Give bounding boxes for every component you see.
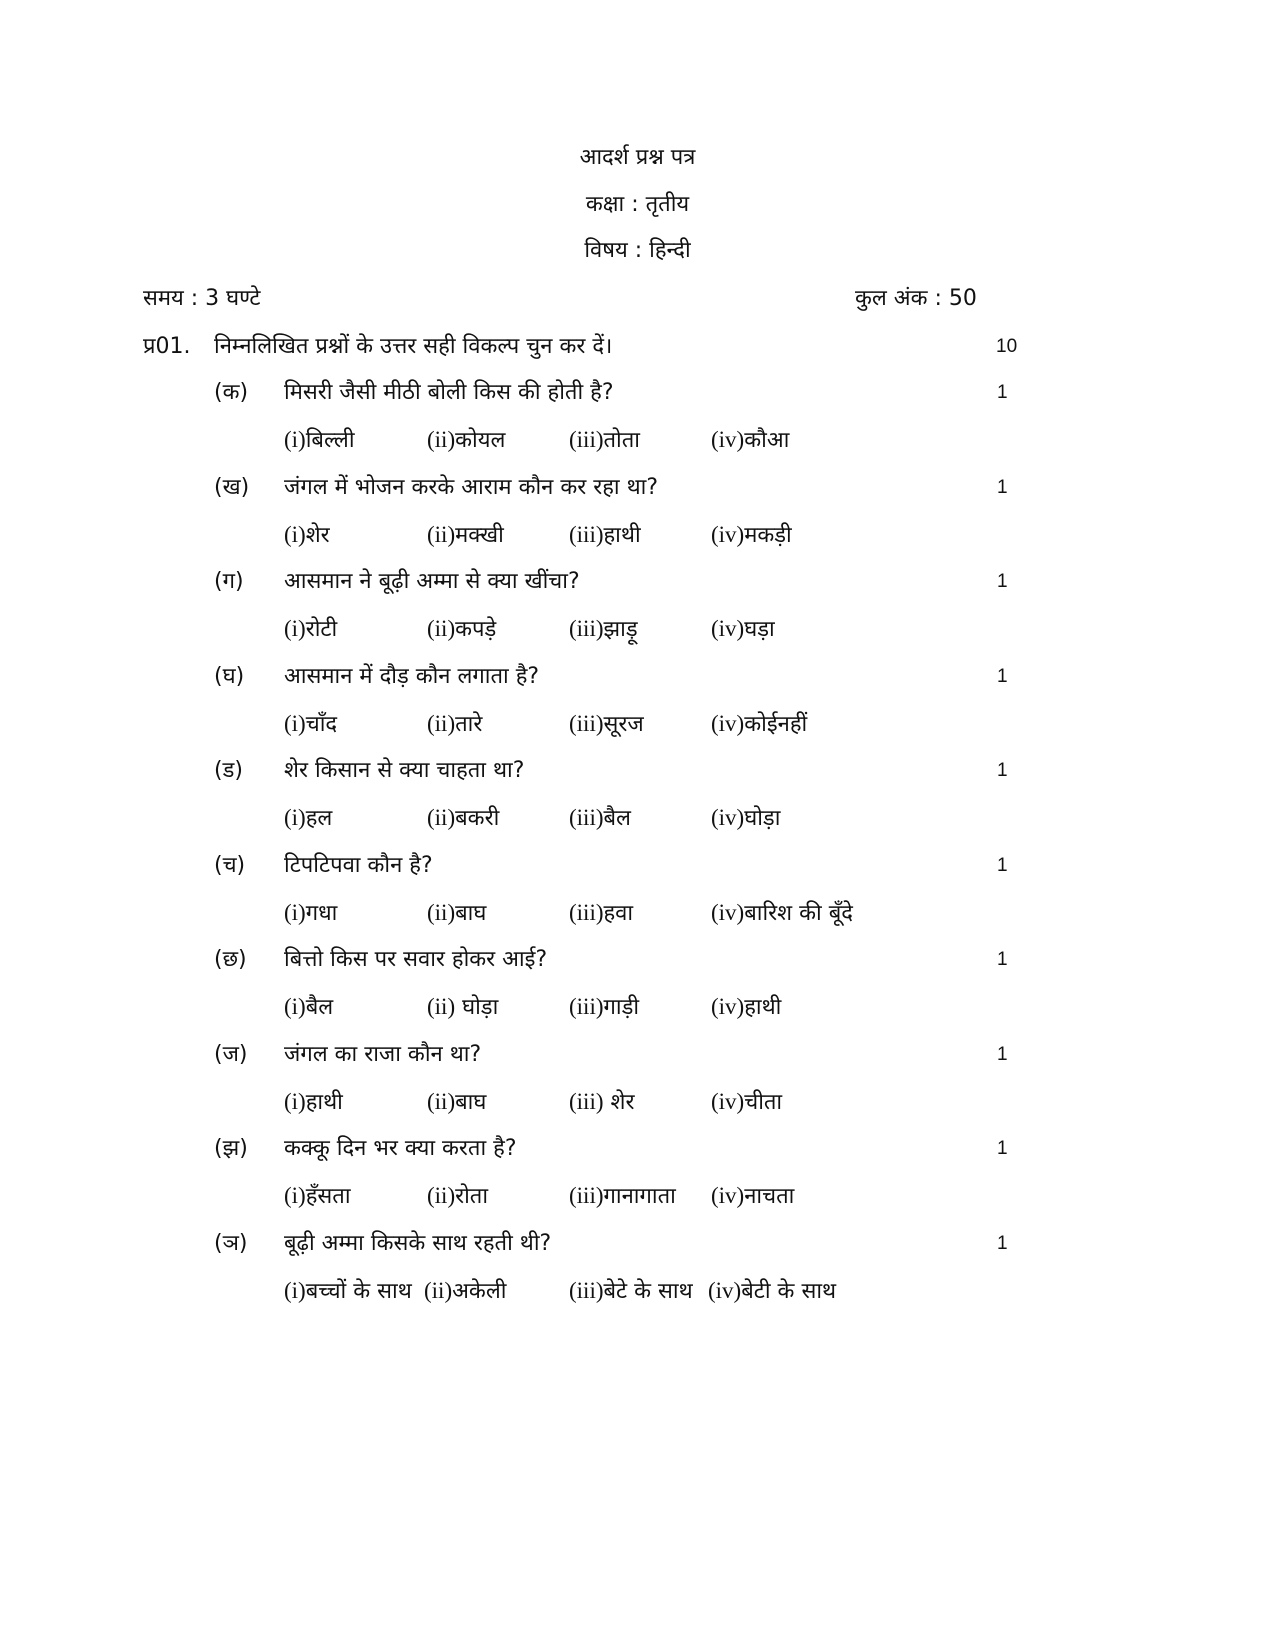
question-text: मिसरी जैसी मीठी बोली किस की होती है? bbox=[284, 380, 614, 405]
option-number: (i) bbox=[284, 1183, 306, 1208]
option-number: (i) bbox=[284, 427, 306, 452]
option-text: शेर bbox=[603, 1090, 635, 1115]
option-text: चाँद bbox=[305, 712, 338, 737]
time-label: समय : 3 घण्टे bbox=[143, 286, 261, 311]
option-4 bbox=[711, 1181, 794, 1212]
option-2 bbox=[427, 803, 499, 834]
option-text: घोड़ा bbox=[455, 995, 499, 1020]
option-text: बैल bbox=[305, 995, 334, 1020]
option-number: (i) bbox=[284, 711, 306, 736]
subject-line: विषय : हिन्दी bbox=[584, 238, 691, 263]
option-number: (iv) bbox=[711, 711, 745, 736]
option-number: (i) bbox=[284, 1278, 306, 1303]
option-1 bbox=[284, 898, 337, 929]
option-text: बच्चों के साथ bbox=[305, 1279, 412, 1304]
option-number: (ii) bbox=[427, 616, 456, 641]
option-4 bbox=[711, 1087, 782, 1118]
option-4 bbox=[711, 898, 853, 929]
option-number: (iii) bbox=[569, 900, 604, 925]
option-text: गाड़ी bbox=[603, 995, 640, 1020]
question-marks: 1 bbox=[997, 1138, 1008, 1159]
option-3 bbox=[569, 709, 644, 740]
option-text: रोता bbox=[455, 1184, 489, 1209]
option-4 bbox=[711, 803, 780, 834]
option-1 bbox=[284, 1181, 351, 1212]
option-number: (iv) bbox=[711, 994, 745, 1019]
option-number: (ii) bbox=[427, 900, 456, 925]
option-number: (iv) bbox=[711, 900, 745, 925]
question-label: (ज) bbox=[214, 1042, 248, 1067]
option-3 bbox=[569, 425, 640, 456]
question-label: (ख) bbox=[214, 475, 250, 500]
option-text: बकरी bbox=[455, 806, 500, 831]
option-number: (iii) bbox=[569, 994, 604, 1019]
option-4 bbox=[711, 992, 781, 1023]
question-text: जंगल का राजा कौन था? bbox=[284, 1042, 482, 1067]
option-number: (ii) bbox=[427, 522, 456, 547]
option-4 bbox=[711, 425, 789, 456]
option-number: (i) bbox=[284, 805, 306, 830]
option-number: (iii) bbox=[569, 711, 604, 736]
option-3 bbox=[569, 898, 633, 929]
question-label: (छ) bbox=[214, 947, 247, 972]
option-3 bbox=[569, 803, 631, 834]
total-marks-label: कुल अंक : 50 bbox=[855, 286, 977, 311]
option-1 bbox=[284, 709, 337, 740]
question-marks: 1 bbox=[997, 949, 1008, 970]
question-text: कक्कू दिन भर क्या करता है? bbox=[284, 1136, 517, 1161]
option-3 bbox=[569, 1181, 676, 1212]
option-number: (iii) bbox=[569, 1183, 604, 1208]
option-text: हाथी bbox=[305, 1090, 343, 1115]
question-label: (च) bbox=[214, 853, 246, 878]
option-number: (i) bbox=[284, 900, 306, 925]
option-4 bbox=[711, 709, 807, 740]
option-number: (i) bbox=[284, 522, 306, 547]
option-number: (iv) bbox=[711, 616, 745, 641]
option-number: (iv) bbox=[708, 1278, 742, 1303]
option-text: हवा bbox=[603, 901, 634, 926]
question-marks: 1 bbox=[997, 382, 1008, 403]
section-marks: 10 bbox=[996, 336, 1018, 357]
option-1 bbox=[284, 992, 333, 1023]
option-3 bbox=[569, 520, 641, 551]
option-1 bbox=[284, 425, 355, 456]
question-marks: 1 bbox=[997, 760, 1008, 781]
option-1 bbox=[284, 520, 330, 551]
option-text: बारिश की बूँदे bbox=[744, 901, 853, 926]
option-number: (iii) bbox=[569, 1278, 604, 1303]
option-number: (ii) bbox=[427, 427, 456, 452]
option-text: बेटे के साथ bbox=[603, 1279, 693, 1304]
option-1 bbox=[284, 1087, 343, 1118]
option-text: घड़ा bbox=[744, 617, 775, 642]
option-number: (ii) bbox=[427, 805, 456, 830]
option-number: (iii) bbox=[569, 427, 604, 452]
option-number: (ii) bbox=[427, 1183, 456, 1208]
option-text: गधा bbox=[305, 901, 338, 926]
option-number: (iv) bbox=[711, 1183, 745, 1208]
question-label: (ञ) bbox=[214, 1231, 248, 1256]
question-text: आसमान में दौड़ कौन लगाता है? bbox=[284, 664, 540, 689]
option-number: (iv) bbox=[711, 522, 745, 547]
option-3 bbox=[569, 614, 638, 645]
question-marks: 1 bbox=[997, 571, 1008, 592]
option-2 bbox=[424, 1276, 506, 1307]
question-text: शेर किसान से क्या चाहता था? bbox=[284, 758, 525, 783]
option-number: (ii) bbox=[427, 711, 456, 736]
option-2 bbox=[427, 1181, 488, 1212]
option-number: (iv) bbox=[711, 805, 745, 830]
option-number: (ii) bbox=[424, 1278, 453, 1303]
option-2 bbox=[427, 709, 482, 740]
question-marks: 1 bbox=[997, 1044, 1008, 1065]
option-text: बाघ bbox=[455, 1090, 487, 1115]
option-number: (iii) bbox=[569, 616, 604, 641]
option-text: घोड़ा bbox=[744, 806, 781, 831]
option-text: हाथी bbox=[744, 995, 782, 1020]
option-1 bbox=[284, 803, 332, 834]
option-4 bbox=[711, 614, 775, 645]
option-text: अकेली bbox=[452, 1279, 507, 1304]
section-number: प्र01. bbox=[143, 334, 191, 359]
option-3 bbox=[569, 1276, 693, 1307]
question-text: जंगल में भोजन करके आराम कौन कर रहा था? bbox=[284, 475, 659, 500]
question-label: (क) bbox=[214, 380, 249, 405]
question-marks: 1 bbox=[997, 855, 1008, 876]
option-text: बैल bbox=[603, 806, 631, 831]
question-label: (ग) bbox=[214, 569, 244, 594]
option-text: कौआ bbox=[744, 428, 790, 453]
option-text: शेर bbox=[305, 523, 330, 548]
option-text: झाड़ू bbox=[603, 617, 638, 642]
option-number: (iii) bbox=[569, 805, 604, 830]
option-1 bbox=[284, 1276, 412, 1307]
option-number: (iii) bbox=[569, 522, 604, 547]
question-text: बूढ़ी अम्मा किसके साथ रहती थी? bbox=[284, 1231, 552, 1256]
question-text: आसमान ने बूढ़ी अम्मा से क्या खींचा? bbox=[284, 569, 580, 594]
option-text: मकड़ी bbox=[744, 523, 792, 548]
option-text: तोता bbox=[603, 428, 640, 453]
option-3 bbox=[569, 992, 639, 1023]
option-text: सूरज bbox=[603, 712, 644, 737]
option-number: (ii) bbox=[427, 1089, 456, 1114]
option-number: (i) bbox=[284, 994, 306, 1019]
section-instruction: निम्नलिखित प्रश्नों के उत्तर सही विकल्प चुन कर दें। bbox=[214, 334, 613, 359]
option-text: हल bbox=[305, 806, 333, 831]
question-label: (घ) bbox=[214, 664, 245, 689]
option-1 bbox=[284, 614, 337, 645]
question-marks: 1 bbox=[997, 666, 1008, 687]
option-2 bbox=[427, 614, 496, 645]
option-text: रोटी bbox=[305, 617, 338, 642]
option-number: (i) bbox=[284, 616, 306, 641]
option-number: (iv) bbox=[711, 1089, 745, 1114]
option-text: बेटी के साथ bbox=[741, 1279, 837, 1304]
option-2 bbox=[427, 520, 504, 551]
option-text: चीता bbox=[744, 1090, 783, 1115]
option-2 bbox=[427, 425, 505, 456]
class-line: कक्षा : तृतीय bbox=[585, 192, 690, 217]
question-marks: 1 bbox=[997, 477, 1008, 498]
option-2 bbox=[427, 898, 486, 929]
option-number: (ii) bbox=[427, 994, 456, 1019]
option-2 bbox=[427, 992, 498, 1023]
option-number: (i) bbox=[284, 1089, 306, 1114]
option-text: तारे bbox=[455, 712, 483, 737]
option-text: हाथी bbox=[603, 523, 641, 548]
question-text: बित्तो किस पर सवार होकर आई? bbox=[284, 947, 548, 972]
option-text: मक्खी bbox=[455, 523, 504, 548]
option-text: कोईनहीं bbox=[744, 712, 808, 737]
option-2 bbox=[427, 1087, 486, 1118]
option-number: (iii) bbox=[569, 1089, 604, 1114]
question-label: (ड) bbox=[214, 758, 243, 783]
option-text: गानागाता bbox=[603, 1184, 676, 1209]
option-text: हँसता bbox=[305, 1184, 351, 1209]
option-3 bbox=[569, 1087, 634, 1118]
option-text: बाघ bbox=[455, 901, 487, 926]
option-text: नाचता bbox=[744, 1184, 795, 1209]
question-label: (झ) bbox=[214, 1136, 248, 1161]
option-text: कपड़े bbox=[455, 617, 497, 642]
question-marks: 1 bbox=[997, 1233, 1008, 1254]
question-text: टिपटिपवा कौन है? bbox=[284, 853, 433, 878]
option-4 bbox=[711, 520, 792, 551]
option-text: बिल्ली bbox=[305, 428, 355, 453]
option-4 bbox=[708, 1276, 836, 1307]
paper-title: आदर्श प्रश्न पत्र bbox=[579, 145, 696, 170]
option-number: (iv) bbox=[711, 427, 745, 452]
option-text: कोयल bbox=[455, 428, 506, 453]
